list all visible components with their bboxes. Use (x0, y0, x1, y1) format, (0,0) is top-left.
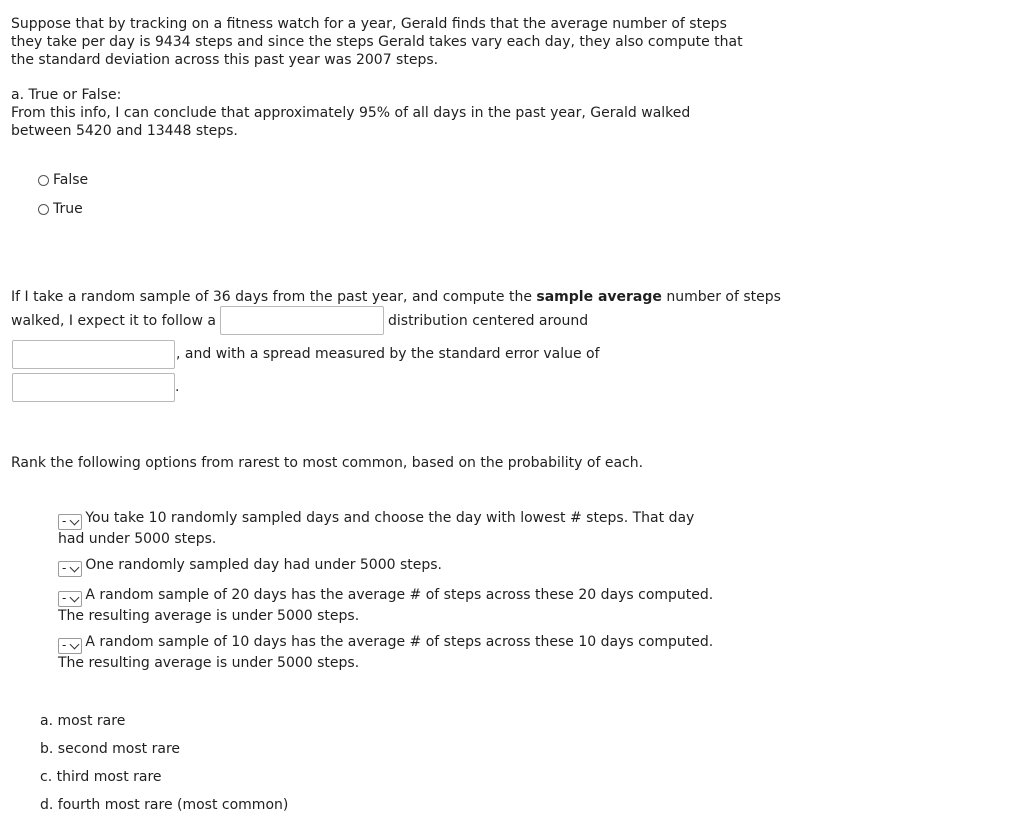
chevron-down-icon (70, 639, 80, 649)
part-a-statement: From this info, I can conclude that approximately 95% of all days in the past year, Gerald walked between 5420 and 13448 steps. (11, 105, 691, 139)
standard-error-input[interactable] (12, 373, 175, 402)
problem-intro: Suppose that by tracking on a fitness watch for a year, Gerald finds that the average number of steps they take per day is 9434 steps and since the steps Gerald takes vary each day, they also compute that the standard deviation across this past year was 2007 steps. (11, 16, 743, 68)
rank-item (58, 633, 718, 673)
rank-item-text: One randomly sampled day had under 5000 steps. (85, 557, 443, 573)
part-a-label: a. True or False: (11, 87, 122, 103)
rank-select[interactable] (58, 638, 82, 654)
sample-average-bold: sample average (536, 289, 662, 305)
rank-item (58, 556, 718, 577)
rank-item-text: A random sample of 10 days has the average # of steps across these 10 days computed. The resulting average is under 5000 steps. (58, 634, 714, 671)
distribution-input[interactable] (220, 306, 384, 335)
rank-select[interactable] (58, 591, 82, 607)
fill-in-text: If I take a random sample of 36 days from the past year, and compute the (11, 289, 537, 305)
rank-select-value: - (62, 514, 67, 528)
chevron-down-icon (70, 515, 80, 525)
rank-item (58, 509, 718, 549)
rank-select-value: - (62, 638, 67, 652)
rank-item-text: A random sample of 20 days has the average # of steps across these 20 days computed. The resulting average is under 5000 steps. (58, 587, 714, 624)
chevron-down-icon (70, 592, 80, 602)
rank-legend-b: b. second most rare (40, 741, 180, 757)
rank-select-value: - (62, 561, 67, 575)
radio-option-true[interactable] (38, 200, 83, 218)
rank-select-value: - (62, 591, 67, 605)
radio-label-false: False (53, 172, 89, 188)
fill-in-period: . (175, 379, 180, 395)
radio-button-icon[interactable] (38, 204, 49, 215)
chevron-down-icon (70, 562, 80, 572)
fill-in-text: distribution centered around (388, 313, 589, 329)
fill-in-sentence-line2: walked, I expect it to follow a (11, 313, 216, 329)
fill-in-text: , and with a spread measured by the standard error value of (176, 346, 600, 362)
radio-button-icon[interactable] (38, 175, 49, 186)
rank-select[interactable] (58, 514, 82, 530)
fill-in-sentence-line1 (11, 288, 781, 306)
fill-in-text: number of steps (661, 289, 781, 305)
radio-option-false[interactable] (38, 171, 88, 189)
rank-item-text: You take 10 randomly sampled days and choose the day with lowest # steps. That day had under 5000 steps. (58, 510, 695, 547)
ranking-prompt: Rank the following options from rarest to most common, based on the probability of each. (11, 455, 644, 471)
rank-legend-c: c. third most rare (40, 769, 162, 785)
rank-item (58, 586, 718, 626)
radio-label-true: True (53, 201, 83, 217)
rank-legend-a: a. most rare (40, 713, 126, 729)
rank-legend-d: d. fourth most rare (most common) (40, 797, 289, 813)
rank-select[interactable] (58, 561, 82, 577)
center-value-input[interactable] (12, 340, 175, 369)
